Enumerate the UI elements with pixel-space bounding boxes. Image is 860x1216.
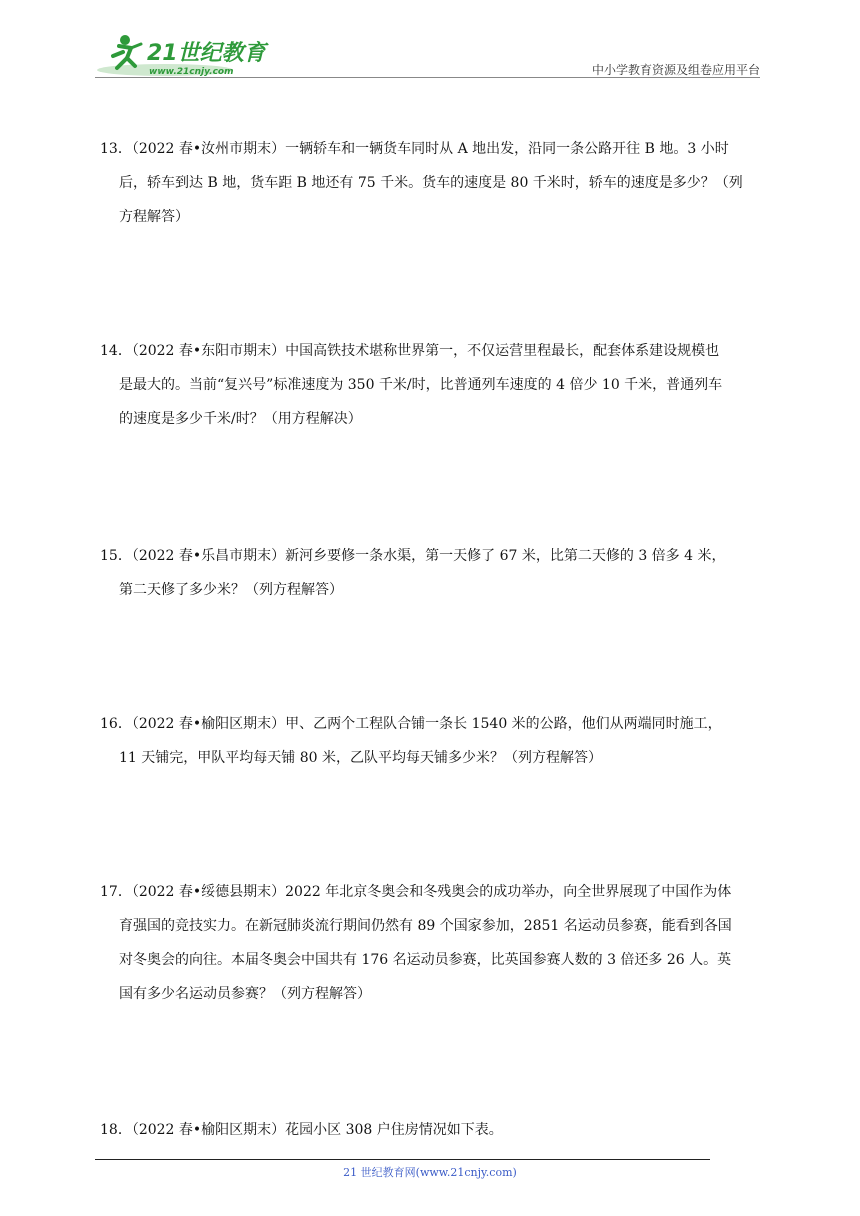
question-line: 13．（2022 春•汝州市期末）一辆轿车和一辆货车同时从 A 地出发，沿同一条公路开往 B 地。3 小时 [100, 141, 729, 157]
platform-name: 中小学教育资源及组卷应用平台 [591, 63, 760, 77]
question-line: 育强国的竞技实力。在新冠肺炎流行期间仍然有 89 个国家参加，2851 名运动员参赛，能看到各国 [119, 918, 732, 934]
question-line: 11 天铺完，甲队平均每天铺 80 米，乙队平均每天铺多少米？（列方程解答） [119, 750, 602, 766]
logo-url: www.21cnjy.com [149, 67, 234, 77]
question-18 [100, 1113, 770, 1147]
question-line: 16．（2022 春•榆阳区期末）甲、乙两个工程队合铺一条长 1540 米的公路，他们从两端同时施工， [100, 716, 722, 732]
header-divider [95, 77, 760, 78]
logo-text: 21世纪教育 [147, 41, 266, 66]
question-line: 18．（2022 春•榆阳区期末）花园小区 308 户住房情况如下表。 [100, 1122, 503, 1138]
question-line: 17．（2022 春•绥德县期末）2022 年北京冬奥会和冬残奥会的成功举办，向全世界展现了中国作为体 [100, 884, 732, 900]
question-13 [100, 132, 770, 234]
question-line: 方程解答） [119, 209, 189, 225]
page-header [95, 30, 760, 80]
question-17 [100, 875, 770, 1011]
footer-source: 21 世纪教育网(www.21cnjy.com) [343, 1166, 517, 1179]
question-15 [100, 539, 770, 607]
logo [95, 30, 295, 78]
question-line: 15．（2022 春•乐昌市期末）新河乡要修一条水渠，第一天修了 67 米，比第二天修的 3 倍多 4 米， [100, 548, 726, 564]
question-line: 对冬奥会的向往。本届冬奥会中国共有 176 名运动员参赛，比英国参赛人数的 3 倍还多 26 人。英 [119, 952, 732, 968]
runner-icon [113, 35, 141, 68]
footer-divider [95, 1159, 710, 1160]
question-line: 后，轿车到达 B 地，货车距 B 地还有 75 千米。货车的速度是 80 千米时，轿车的速度是多少？（列 [119, 175, 743, 191]
question-line: 国有多少名运动员参赛？（列方程解答） [119, 986, 371, 1002]
question-line: 第二天修了多少米？（列方程解答） [119, 582, 343, 598]
question-line: 的速度是多少千米/时？（用方程解决） [119, 411, 362, 427]
question-16 [100, 707, 770, 775]
question-line: 14．（2022 春•东阳市期末）中国高铁技术堪称世界第一，不仅运营里程最长，配套体系建设规模也 [100, 343, 720, 359]
question-line: 是最大的。当前“复兴号”标准速度为 350 千米/时，比普通列车速度的 4 倍少 10 千米，普通列车 [119, 377, 723, 393]
question-14 [100, 334, 770, 436]
